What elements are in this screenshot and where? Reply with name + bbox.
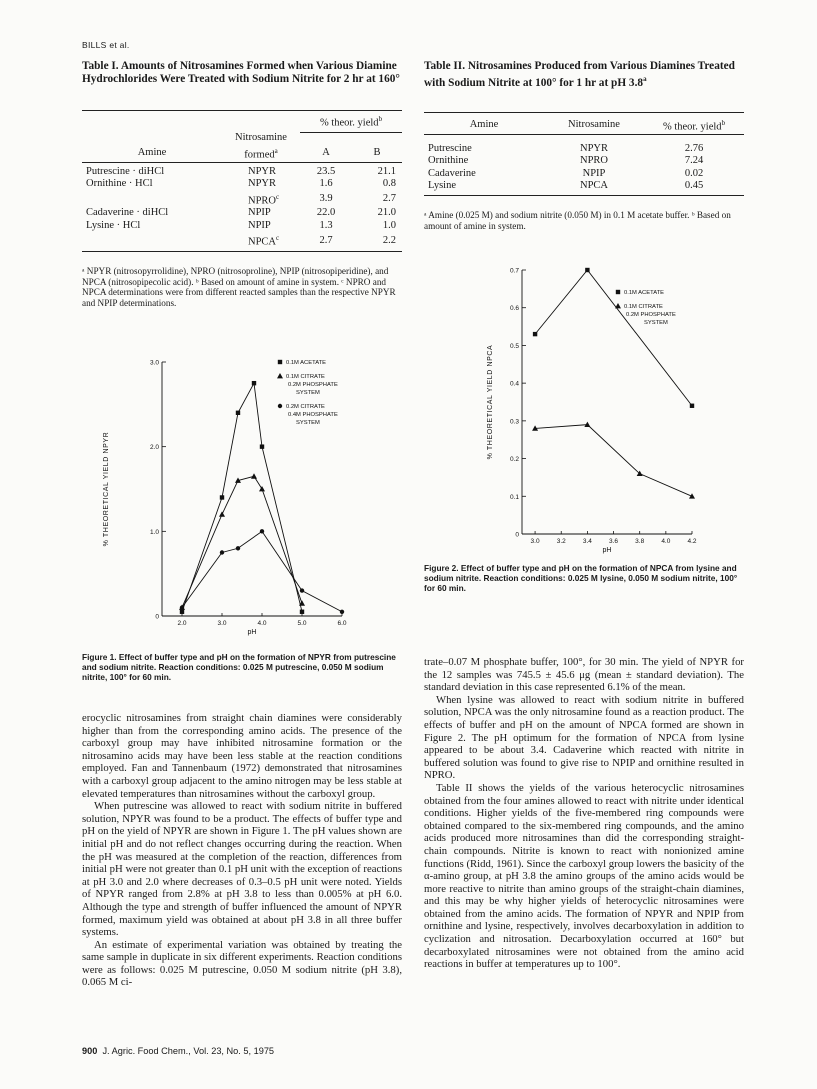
- legend-label: 0.2M PHOSPHATE: [288, 382, 338, 388]
- square-marker: [252, 381, 256, 385]
- dot-marker: [278, 404, 282, 408]
- table-row: [82, 166, 402, 178]
- series-line: [535, 270, 692, 406]
- table-cell: Putrescine: [428, 142, 472, 154]
- dot-marker: [300, 588, 304, 592]
- table-row: [424, 143, 744, 155]
- table-cell: 3.9: [319, 192, 333, 204]
- square-marker: [533, 332, 537, 336]
- table-cell: Cadaverine: [428, 167, 476, 179]
- table-cell: NPIP: [248, 219, 271, 231]
- table-cell: 2.2: [382, 234, 396, 246]
- table-row: [82, 191, 402, 208]
- triangle-marker: [219, 511, 225, 516]
- series-line: [182, 383, 302, 612]
- legend-label: 0.1M ACETATE: [624, 290, 665, 296]
- table-cell: NPIP: [248, 207, 271, 219]
- y-axis-label: % THEORETICAL YIELD NPYR: [103, 431, 110, 547]
- body-right-column: [424, 656, 744, 971]
- table1: [82, 110, 402, 252]
- legend-label: 0.1M ACETATE: [286, 360, 327, 366]
- table2-footnote: ᵃ Amine (0.025 M) and sodium nitrite (0.050 M) in 0.1 M acetate buffer. ᵇ Based on amount of amine in system.: [424, 210, 731, 231]
- table-cell: 2.7: [382, 192, 396, 204]
- table-cell: 2.7: [319, 234, 333, 246]
- journal-citation: J. Agric. Food Chem., Vol. 23, No. 5, 1975: [102, 1046, 275, 1056]
- table1-col-b: B: [373, 147, 381, 159]
- page-footer: [82, 1046, 274, 1056]
- x-tick-label: 3.8: [635, 538, 645, 545]
- table1-footnote: ᵃ NPYR (nitrosopyrrolidine), NPRO (nitrosoproline), NPIP (nitrosopiperidine), and NPCA (nitrosopipecolic acid). ᵇ Based on amount of amine in system. ᶜ NPRO and NPCA determinations were from different reacted samples than the respective NPYR and NPIP determinations.: [82, 266, 396, 308]
- square-marker: [690, 404, 694, 408]
- x-tick-label: 4.2: [687, 538, 697, 545]
- table1-col-group: % theor. yield$^b$: [319, 115, 383, 129]
- table1-title: Table I. Amounts of Nitrosamines Formed when Various Diamine Hydrochlorides Were Treated with Sodium Nitrite for 2 hr at 160°: [82, 60, 400, 85]
- y-tick-label: 0.7: [509, 267, 519, 275]
- x-tick-label: 3.6: [609, 538, 619, 545]
- table2-col-amine: Amine: [469, 119, 499, 131]
- y-tick-label: 2.0: [149, 444, 159, 452]
- table-row: [82, 232, 402, 249]
- running-head: BILLS et al.: [82, 40, 130, 50]
- table-row: [424, 168, 744, 180]
- table-cell: 21.0: [377, 207, 396, 219]
- table-cell: Ornithine: [428, 155, 469, 167]
- table2-col-yield: % theor. yield$^b$: [662, 119, 726, 133]
- y-tick-label: 0.6: [509, 305, 519, 313]
- table-cell: Cadaverine · diHCl: [86, 207, 169, 219]
- table2-col-nitro: Nitrosamine: [568, 119, 620, 131]
- table-cell: 22.0: [316, 207, 336, 219]
- square-marker: [300, 610, 304, 614]
- body-paragraph: trate–0.07 M phosphate buffer, 100°, for 30 min. The yield of NPYR for the 12 samples was 745.5 ± 45.6 μg (mean ± standard deviation). The standard deviation in this case represented 6.1% of the mean.: [424, 656, 744, 694]
- table-cell: 0.45: [684, 180, 704, 192]
- triangle-marker: [615, 303, 621, 308]
- x-tick-label: 3.0: [530, 538, 540, 545]
- table-cell: 23.5: [316, 165, 336, 177]
- x-tick-label: 3.0: [217, 620, 227, 627]
- series-line: [182, 476, 302, 607]
- square-marker: [236, 411, 240, 415]
- x-axis-label: pH: [602, 547, 612, 554]
- body-paragraph: Table II shows the yields of the various heterocyclic nitrosamines obtained from the four amines allowed to react with nitrite under identical conditions. Higher yields of the five-membered ring compounds were obtained compared to the six-membered ring compounds, and the amino acids produced more nitrosamines than did the corresponding straight-chain compounds. Nitrite is known to react with nonionized amine functions (Ridd, 1961). Since the carboxyl group lowers the basicity of the α-amino group, at pH 3.8 the amino groups of the amino acids would be more reactive to nitrite than amino groups of the straight-chain diamines, and this may be why higher yields of heterocyclic nitrosamines were obtained from the amino acids. The formation of NPYR and NPIP from ornithine and lysine, respectively, involves decarboxylation in addition to cyclization and nitrosation. Decarboxylation occurred at 160° but decarboxylated nitrosamines were not obtained from the amino acid reactions in buffer at temperatures up to 100°.: [424, 781, 744, 971]
- body-paragraph: When putrescine was allowed to react with sodium nitrite in buffered solution, NPYR was found to be a product. The effects of buffer type and pH on the yield of NPYR are shown in Figure 1. The pH values shown are initial pH and do not reflect changes occurring during the reaction. When the pH was measured at the completion of the reaction, differences from initial pH were not greater than 0.1 pH unit with the exception of reactions at pH 3.0 and 2.0 where decreases of 0.3–0.5 pH unit were noted. Yields of NPYR ranged from 2.8% at pH 3.8 to less than 0.005% at pH 6.0. Although the type and strength of buffer influenced the amount of NPYR formed, maximum yield was obtained at about pH 3.8 in all three buffer systems.: [82, 800, 402, 939]
- figure-1: [90, 340, 410, 640]
- legend-label: 0.1M CITRATE: [286, 374, 325, 380]
- square-marker: [180, 610, 184, 614]
- triangle-marker: [277, 373, 283, 378]
- table-cell: Lysine: [428, 180, 456, 192]
- dot-marker: [260, 529, 264, 533]
- table-cell: 21.1: [377, 165, 396, 177]
- table-cell: NPRO: [579, 155, 608, 167]
- table-cell: NPYR: [248, 178, 277, 190]
- triangle-marker: [251, 473, 257, 478]
- dot-marker: [340, 610, 344, 614]
- legend-label: SYSTEM: [296, 420, 320, 426]
- triangle-marker: [584, 422, 590, 427]
- table-row: [424, 180, 744, 192]
- page-number: 900: [82, 1046, 98, 1056]
- y-tick-label: 0: [155, 613, 159, 621]
- table2-title: Table II. Nitrosamines Produced from Various Diamines Treated with Sodium Nitrite at 100° for 1 hr at pH 3.8$^a$: [424, 60, 735, 89]
- y-tick-label: 0.2: [509, 456, 519, 464]
- y-tick-label: 0.3: [509, 418, 519, 426]
- table-cell: Putrescine · diHCl: [86, 165, 165, 177]
- table1-col-nitro-1: Nitrosamine: [235, 132, 287, 144]
- x-tick-label: 4.0: [661, 538, 671, 545]
- x-tick-label: 6.0: [337, 620, 347, 627]
- table-cell: [82, 191, 222, 208]
- y-tick-label: 0.5: [509, 342, 519, 350]
- table-row: [424, 155, 744, 167]
- table-cell: 2.76: [684, 142, 704, 154]
- triangle-marker: [259, 486, 265, 491]
- figure-1-caption: Figure 1. Effect of buffer type and pH on the formation of NPYR from putrescine and sodium nitrite. Reaction conditions: 0.025 M putrescine, 0.050 M sodium nitrite, 100° for 60 min.: [82, 652, 396, 683]
- table-cell: 0.8: [382, 178, 396, 190]
- table-cell: NPRO$^c$: [248, 192, 280, 207]
- series-line: [535, 425, 692, 497]
- y-tick-label: 0: [515, 531, 519, 539]
- legend-label: SYSTEM: [296, 390, 320, 396]
- x-tick-label: 4.0: [257, 620, 267, 627]
- table-cell: NPCA$^c$: [248, 234, 280, 248]
- triangle-marker: [689, 493, 695, 498]
- x-axis-label: pH: [247, 629, 257, 636]
- dot-marker: [180, 605, 184, 609]
- table-cell: Lysine · HCl: [86, 219, 141, 231]
- square-marker: [278, 360, 282, 364]
- legend-label: SYSTEM: [644, 320, 668, 326]
- table-cell: NPIP: [582, 167, 606, 179]
- y-tick-label: 1.0: [149, 528, 159, 536]
- legend-label: 0.2M PHOSPHATE: [626, 312, 676, 318]
- table-cell: 1.3: [319, 219, 333, 231]
- table1-col-nitro-2: formed$^a$: [244, 146, 278, 161]
- square-marker: [260, 444, 264, 448]
- table-row: [82, 207, 402, 219]
- figure-2: [470, 258, 730, 558]
- dot-marker: [236, 546, 240, 550]
- table-row: [82, 178, 402, 190]
- dot-marker: [220, 550, 224, 554]
- square-marker: [616, 290, 620, 294]
- table-cell: NPCA: [579, 180, 608, 192]
- table-cell: NPYR: [248, 165, 277, 177]
- legend-label: 0.2M CITRATE: [286, 404, 325, 410]
- table-cell: NPYR: [579, 142, 608, 154]
- table-cell: 1.6: [319, 178, 333, 190]
- body-paragraph: When lysine was allowed to react with sodium nitrite in buffered solution, NPCA was the only nitrosamine found as a reaction product. The effects of buffer and pH on the amount of NPCA formed are shown in Figure 2. The pH optimum for the formation of NPCA from lysine appeared to be about 3.4. Cadaverine which reacted with nitrite in buffered solution was found to give rise to NPIP and ornithine resulted in NPRO.: [424, 693, 744, 782]
- y-axis-label: % THEORETICAL YIELD NPCA: [487, 344, 494, 460]
- table2: [424, 112, 744, 196]
- body-paragraph: erocyclic nitrosamines from straight chain diamines were considerably higher than from the corresponding amino acids. The presence of the carboxyl group may have inhibited nitrosamine formation or the nitrosamino acids may have been less stable at the reaction conditions employed. Fan and Tannenbaum (1972) demonstrated that nitrosamines with a carboxyl group adjacent to the amino nitrogen may be less stable at elevated temperatures than nitrosamines without the carboxyl group.: [82, 712, 402, 800]
- x-tick-label: 3.2: [556, 538, 566, 545]
- x-tick-label: 3.4: [582, 538, 592, 545]
- x-tick-label: 5.0: [297, 620, 307, 627]
- table-cell: Ornithine · HCl: [86, 178, 153, 190]
- y-tick-label: 0.1: [509, 493, 519, 501]
- legend-label: 0.4M PHOSPHATE: [288, 412, 338, 418]
- table1-col-amine: Amine: [137, 147, 167, 159]
- table-cell: 7.24: [684, 155, 704, 167]
- table-cell: [82, 232, 222, 249]
- legend-label: 0.1M CITRATE: [624, 304, 663, 310]
- y-tick-label: 3.0: [149, 359, 159, 367]
- square-marker: [585, 268, 589, 272]
- table-row: [82, 220, 402, 232]
- table1-col-a: A: [322, 147, 330, 159]
- table-cell: 0.02: [684, 167, 704, 179]
- y-tick-label: 0.4: [509, 380, 519, 388]
- x-tick-label: 2.0: [177, 620, 187, 627]
- square-marker: [220, 495, 224, 499]
- table-cell: 1.0: [382, 219, 396, 231]
- body-left-column: [82, 712, 402, 989]
- figure-2-caption: Figure 2. Effect of buffer type and pH on the formation of NPCA from lysine and sodium nitrite. Reaction conditions: 0.025 M lysine, 0.050 M sodium nitrite, 100° for 60 min.: [424, 563, 738, 594]
- body-paragraph: An estimate of experimental variation was obtained by treating the same sample in duplicate in six different experiments. Reaction conditions were as follows: 0.025 M putrescine, 0.050 M sodium nitrite (pH 3.8), 0.065 M ci-: [82, 938, 402, 989]
